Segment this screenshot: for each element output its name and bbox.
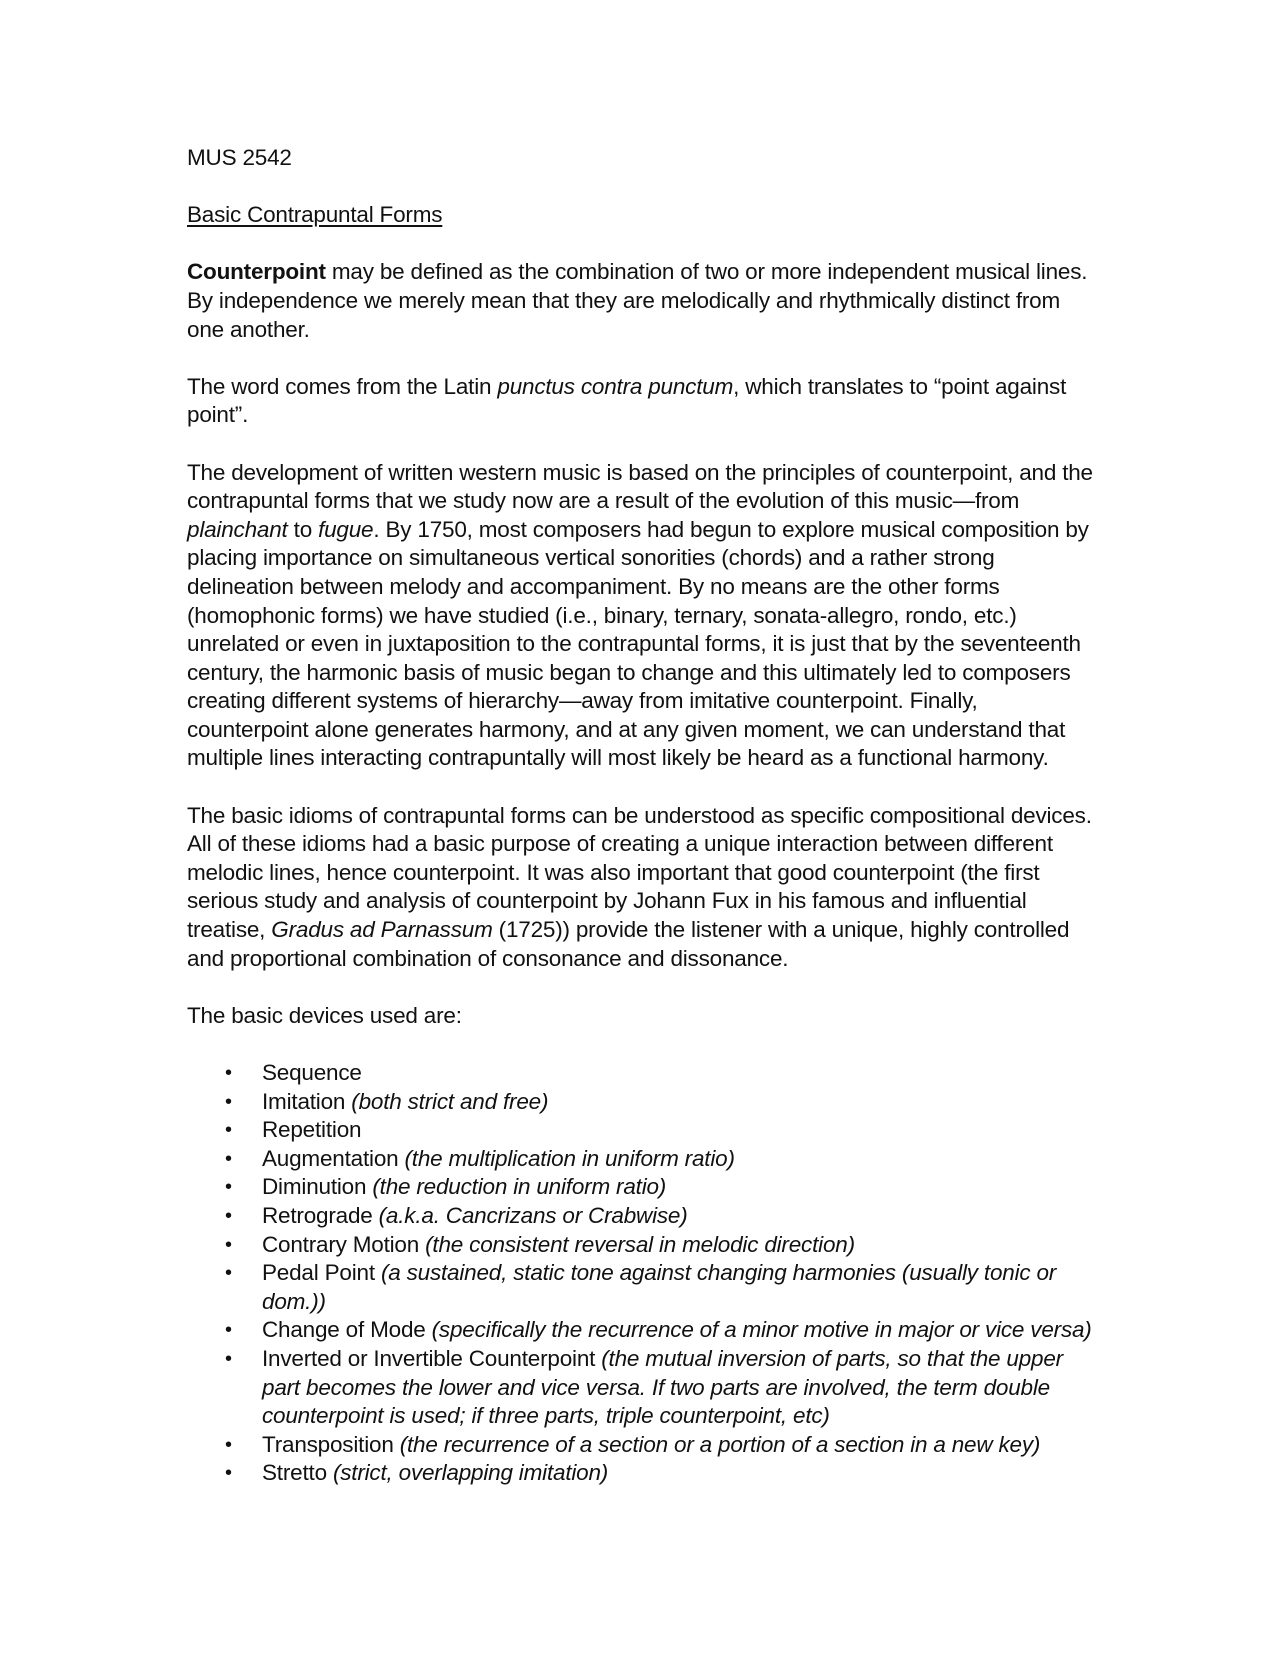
device-note: (specifically the recurrence of a minor motive in major or vice versa) <box>431 1317 1092 1343</box>
list-item <box>187 1345 1097 1431</box>
list-item <box>187 1116 1097 1145</box>
bullet-icon: • <box>225 1090 232 1113</box>
device-name: Imitation <box>262 1088 352 1114</box>
bullet-icon: • <box>225 1204 232 1227</box>
device-note: (the recurrence of a section or a portion of a section in a new key) <box>399 1431 1041 1457</box>
bullet-icon: • <box>225 1062 232 1084</box>
device-note: (strict, overlapping imitation) <box>332 1460 609 1486</box>
device-note: (the mutual inversion of parts, so that the upper part becomes the lower and vice versa. If two parts are involved, the term double counterpoint is used; if three parts, triple counterpoint, etc) <box>262 1345 1063 1429</box>
term-plainchant: plainchant <box>187 516 288 542</box>
devices-list <box>187 1059 1097 1488</box>
bullet-icon: • <box>225 1176 232 1199</box>
definition-text: may be defined as the combination of two or more independent musical lines. By independence we merely mean that they are melodically and rhythmically distinct from one another. <box>187 259 1088 342</box>
device-name: Transposition <box>262 1431 400 1457</box>
course-code: MUS 2542 <box>187 145 292 170</box>
idioms-text-2: (1725)) provide the listener with a unique, highly controlled and proportional combination of consonance and dissonance. <box>187 917 1070 971</box>
devices-intro: The basic devices used are: <box>187 1002 462 1028</box>
device-name: Pedal Point <box>262 1260 381 1286</box>
bullet-icon: • <box>225 1347 232 1370</box>
list-item <box>187 1259 1097 1316</box>
bullet-icon: • <box>225 1119 232 1142</box>
device-name: Diminution <box>262 1174 373 1200</box>
paragraph-definition <box>187 258 1097 344</box>
bullet-icon: • <box>225 1233 232 1256</box>
list-item <box>187 1145 1097 1174</box>
list-item <box>187 1431 1097 1460</box>
paragraph-idioms <box>187 802 1097 974</box>
etymology-text-after: , which translates to “point against point”. <box>187 373 1067 428</box>
treatise-title: Gradus ad Parnassum <box>271 917 493 943</box>
list-item <box>187 1231 1097 1260</box>
bullet-icon: • <box>225 1147 232 1170</box>
device-name: Sequence <box>262 1060 362 1085</box>
idioms-text-1: The basic idioms of contrapuntal forms can be understood as specific compositional devices. All of these idioms had a basic purpose of creating a unique interaction between different melodic lines, hence counterpoint. It was also important that good counterpoint (the first serious study and analysis of counterpoint by Johann Fux in his famous and influential treatise, <box>187 802 1092 943</box>
device-name: Retrograde <box>262 1202 379 1228</box>
list-item <box>187 1316 1097 1345</box>
device-name: Repetition <box>262 1117 362 1143</box>
bullet-icon: • <box>225 1319 232 1342</box>
paragraph-etymology <box>187 373 1097 430</box>
device-name: Change of Mode <box>262 1317 432 1343</box>
bullet-icon: • <box>225 1262 232 1285</box>
paragraph-development <box>187 459 1097 774</box>
term-fugue: fugue <box>318 516 374 542</box>
list-item <box>187 1088 1097 1117</box>
list-item <box>187 1059 1097 1088</box>
device-name: Augmentation <box>262 1145 405 1171</box>
document-page <box>187 144 1097 1488</box>
etymology-text-before: The word comes from the Latin <box>187 373 498 399</box>
list-item <box>187 1173 1097 1202</box>
document-title: Basic Contrapuntal Forms <box>187 202 443 228</box>
latin-phrase: punctus contra punctum <box>497 373 734 399</box>
document-title-line <box>187 201 1097 230</box>
list-item <box>187 1202 1097 1231</box>
device-note: (a.k.a. Cancrizans or Crabwise) <box>378 1202 688 1228</box>
list-item <box>187 1459 1097 1488</box>
term-counterpoint: Counterpoint <box>187 259 326 285</box>
development-text-2: to <box>287 516 319 542</box>
device-note: (the consistent reversal in melodic direction) <box>425 1231 855 1257</box>
device-name: Inverted or Invertible Counterpoint <box>262 1345 602 1371</box>
device-name: Stretto <box>262 1460 333 1486</box>
device-note: (a sustained, static tone against changing harmonies (usually tonic or dom.)) <box>262 1260 1057 1314</box>
device-note: (the reduction in uniform ratio) <box>372 1174 667 1200</box>
development-text-3: . By 1750, most composers had begun to explore musical composition by placing importance on simultaneous vertical sonorities (chords) and a rather strong delineation between melody and accompaniment. By no means are the other forms (homophonic forms) we have studied (i.e., binary, ternary, sonata-allegro, rondo, etc.) unrelated or even in juxtaposition to the contrapuntal forms, it is just that by the seventeenth century, the harmonic basis of music began to change and this ultimately led to composers creating different systems of hierarchy—away from imitative counterpoint. Finally, counterpoint alone generates harmony, and at any given moment, we can understand that multiple lines interacting contrapuntally will most likely be heard as a functional harmony. <box>187 516 1089 771</box>
bullet-icon: • <box>225 1462 232 1485</box>
development-text-1: The development of written western music is based on the principles of counterpoint, and the contrapuntal forms that we study now are a result of the evolution of this music—from <box>187 459 1093 514</box>
device-note: (the multiplication in uniform ratio) <box>404 1145 735 1171</box>
bullet-icon: • <box>225 1433 232 1456</box>
device-note: (both strict and free) <box>351 1088 549 1114</box>
device-name: Contrary Motion <box>262 1231 426 1257</box>
